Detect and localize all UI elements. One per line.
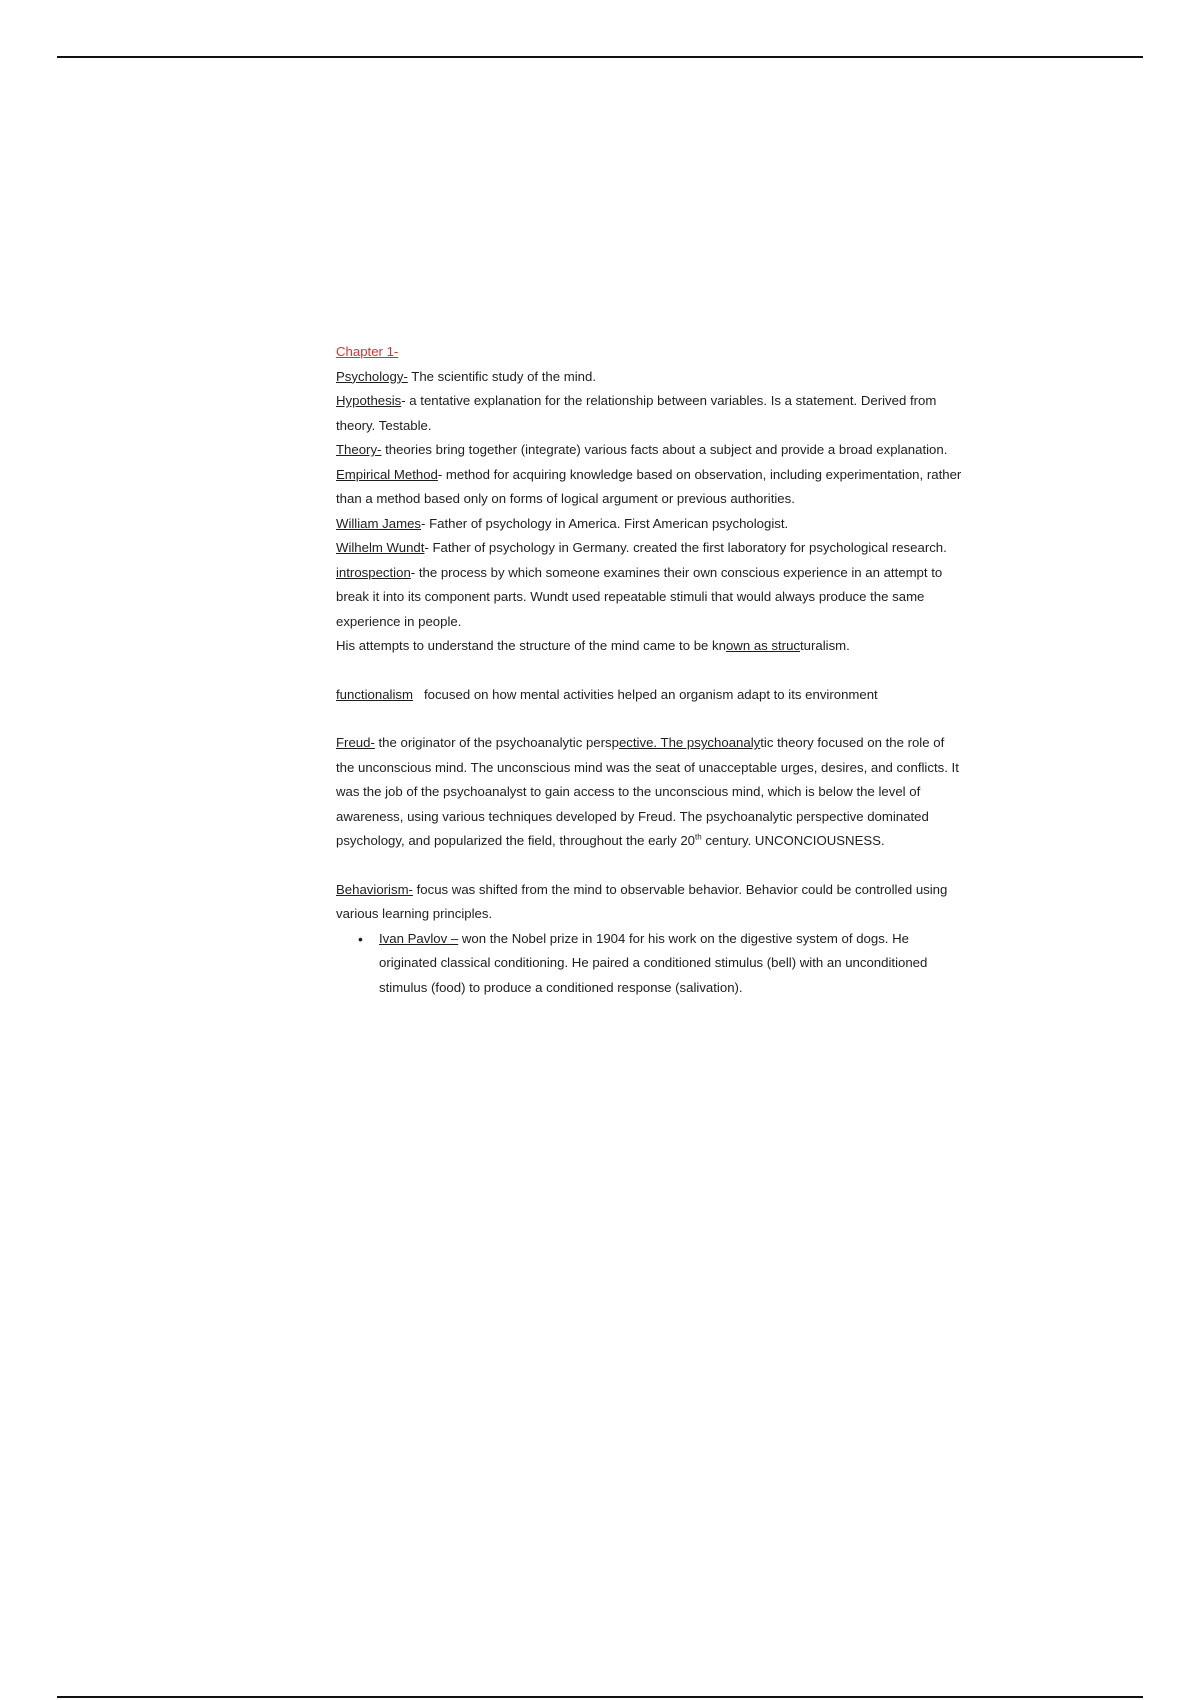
chapter-heading: Chapter 1-: [336, 344, 399, 359]
term-wilhelm-wundt: Wilhelm Wundt: [336, 540, 425, 555]
def-behaviorism: Behaviorism- focus was shifted from the mind to observable behavior. Behavior could be controlled using various learning principles.: [336, 881, 948, 921]
term-hypothesis: Hypothesis: [336, 393, 402, 408]
def-empirical-method: Empirical Method- method for acquiring knowledge based on observation, including experimentation, rather than a method based only on forms of logical argument or previous authorities.: [336, 466, 962, 506]
term-behaviorism: Behaviorism-: [336, 881, 413, 897]
term-introspection: introspection: [336, 564, 411, 580]
bullet-list: [336, 927, 966, 1001]
term-empirical-method: Empirical Method: [336, 466, 438, 482]
def-introspection: introspection- the process by which someone examines their own conscious experience in an attempt to break it into its component parts. Wundt used repeatable stimuli that would always produce the same experience in people.: [336, 564, 943, 629]
term-functionalism: functionalism: [336, 686, 413, 702]
def-william-james: William James- Father of psychology in America. First American psychologist.: [336, 515, 789, 531]
document-body: [336, 340, 966, 1000]
term-freud: Freud-: [336, 735, 375, 750]
top-rule: [57, 56, 1143, 58]
bottom-rule: [57, 1696, 1143, 1698]
def-wilhelm-wundt: Wilhelm Wundt- Father of psychology in Germany. created the first laboratory for psychological research.: [336, 540, 947, 555]
term-psychology: Psychology-: [336, 368, 408, 384]
def-theory: Theory- theories bring together (integrate) various facts about a subject and provide a broad explanation.: [336, 442, 948, 457]
def-freud: Freud- the originator of the psychoanalytic perspective. The psychoanalytic theory focused on the role of the unconscious mind. The unconscious mind was the seat of unacceptable urges, desires, and conflicts. It was the job of the psychoanalyst to gain access to the unconscious mind, which is below the level of awareness, using various techniques developed by Freud. The psychoanalytic perspective dominated psychology, and popularized the field, throughout the early 20th century. UNCONCIOUSNESS.: [336, 735, 959, 848]
def-psychology: Psychology- The scientific study of the mind.: [336, 368, 596, 384]
term-william-james: William James: [336, 515, 421, 531]
list-item-pavlov: • Ivan Pavlov – won the Nobel prize in 1904 for his work on the digestive system of dogs. He originated classical conditioning. He paired a conditioned stimulus (bell) with an unconditioned stimulus (food) to produce a conditioned response (salivation).: [379, 927, 966, 1001]
def-functionalism: functionalism focused on how mental activities helped an organism adapt to its environment: [336, 686, 878, 702]
term-theory: Theory-: [336, 442, 382, 457]
def-hypothesis: Hypothesis- a tentative explanation for the relationship between variables. Is a statement. Derived from theory. Testable.: [336, 393, 937, 433]
def-structuralism: His attempts to understand the structure of the mind came to be known as structuralism.: [336, 638, 850, 653]
term-ivan-pavlov: Ivan Pavlov –: [379, 930, 459, 946]
